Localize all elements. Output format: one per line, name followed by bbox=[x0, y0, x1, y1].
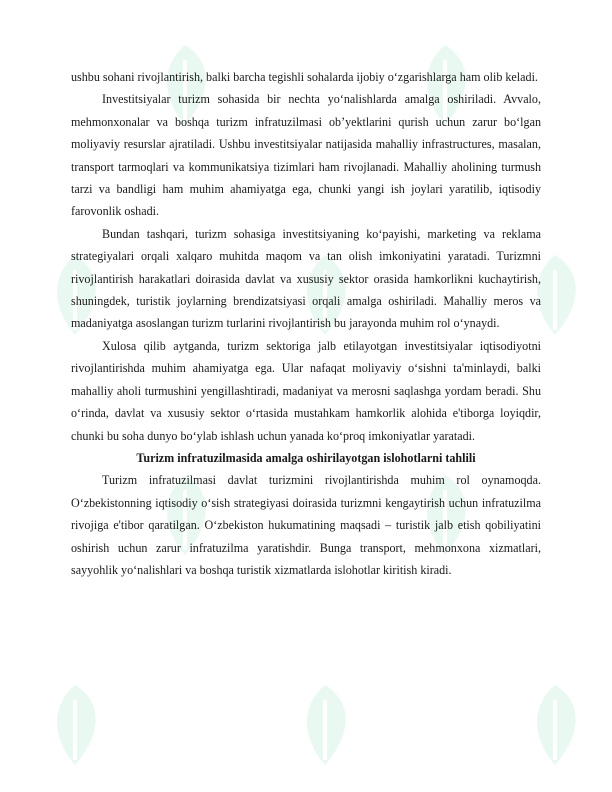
paragraph-continuation: ushbu sohani rivojlantirish, balki barcha tegishli sohalarda ijobiy o‘zgarishlarga ham olib keladi. bbox=[71, 70, 538, 84]
leaf-logo-watermark-icon bbox=[40, 680, 110, 770]
section-heading: Turizm infratuzilmasida amalga oshirilayotgan islohotlarni tahlili bbox=[136, 450, 476, 465]
paragraph-investments-directions: Investitsiyalar turizm sohasida bir nechta yo‘nalishlarda amalga oshiriladi. Avvalo, mehmonxonalar va boshqa turizm infratuzilmasi ob’yektlarini qurish uchun zarur bo‘lgan moliyaviy resurslar ajratiladi. Ushbu investitsiyalar natijasida mahalliy infrastructures, masalan, transport tarmoqlari va kommunikatsiya tizimlari ham rivojlanadi. Mahalliy aholining turmush tarzi va bandligi ham muhim ahamiyatga ega, chunki yangi ish joylari yaratilib, iqtisodiy farovonlik oshadi. bbox=[71, 92, 541, 219]
leaf-logo-watermark-icon bbox=[290, 680, 360, 770]
paragraph-conclusion: Xulosa qilib aytganda, turizm sektoriga jalb etilayotgan investitsiyalar iqtisodiyotni rivojlantirishda muhim ahamiyatga ega. Ular nafaqat moliyaviy o‘sishni ta'minlaydi, balki mahalliy aholi turmushini yengillashtiradi, madaniyat va merosni saqlashga yordam beradi. Shu o‘rinda, davlat va xususiy sektor o‘rtasida mustahkam hamkorlik alohida e'tiborga loyiqdir, chunki bu soha dunyo bo‘ylab ishlash uchun yanada ko‘proq imkoniyatlar yaratadi. bbox=[71, 338, 541, 443]
document-body bbox=[71, 66, 541, 581]
leaf-logo-watermark-icon bbox=[520, 680, 590, 770]
paragraph-infrastructure: Turizm infratuzilmasi davlat turizmini rivojlantirishda muhim rol oynamoqda. O‘zbekistonning iqtisodiy o‘sish strategiyasi doirasida turizmni kengaytirish uchun infratuzilma rivojiga e'tibor qaratilgan. O‘zbekiston hukumatining maqsadi – turistik jalb etish qobiliyatini oshirish uchun zarur infratuzilma yaratishdir. Bunga transport, mehmonxona xizmatlari, sayyohlik yo‘nalishlari va boshqa turistik xizmatlarda islohotlar kiritish kiradi. bbox=[71, 473, 541, 577]
paragraph-marketing-strategies: Bundan tashqari, turizm sohasiga investitsiyaning ko‘payishi, marketing va reklama strategiyalari orqali xalqaro muhitda maqom va tan olish imkoniyatini yaratadi. Turizmni rivojlantirish harakatlari doirasida davlat va xususiy sektor orasida hamkorlikni kuchaytirish, shuningdek, turistik joylarning brendizatsiyasi orqali amalga oshiriladi. Mahalliy meros va madaniyatga asoslangan turizm turlarini rivojlantirish bu jarayonda muhim rol o‘ynaydi. bbox=[71, 226, 541, 331]
